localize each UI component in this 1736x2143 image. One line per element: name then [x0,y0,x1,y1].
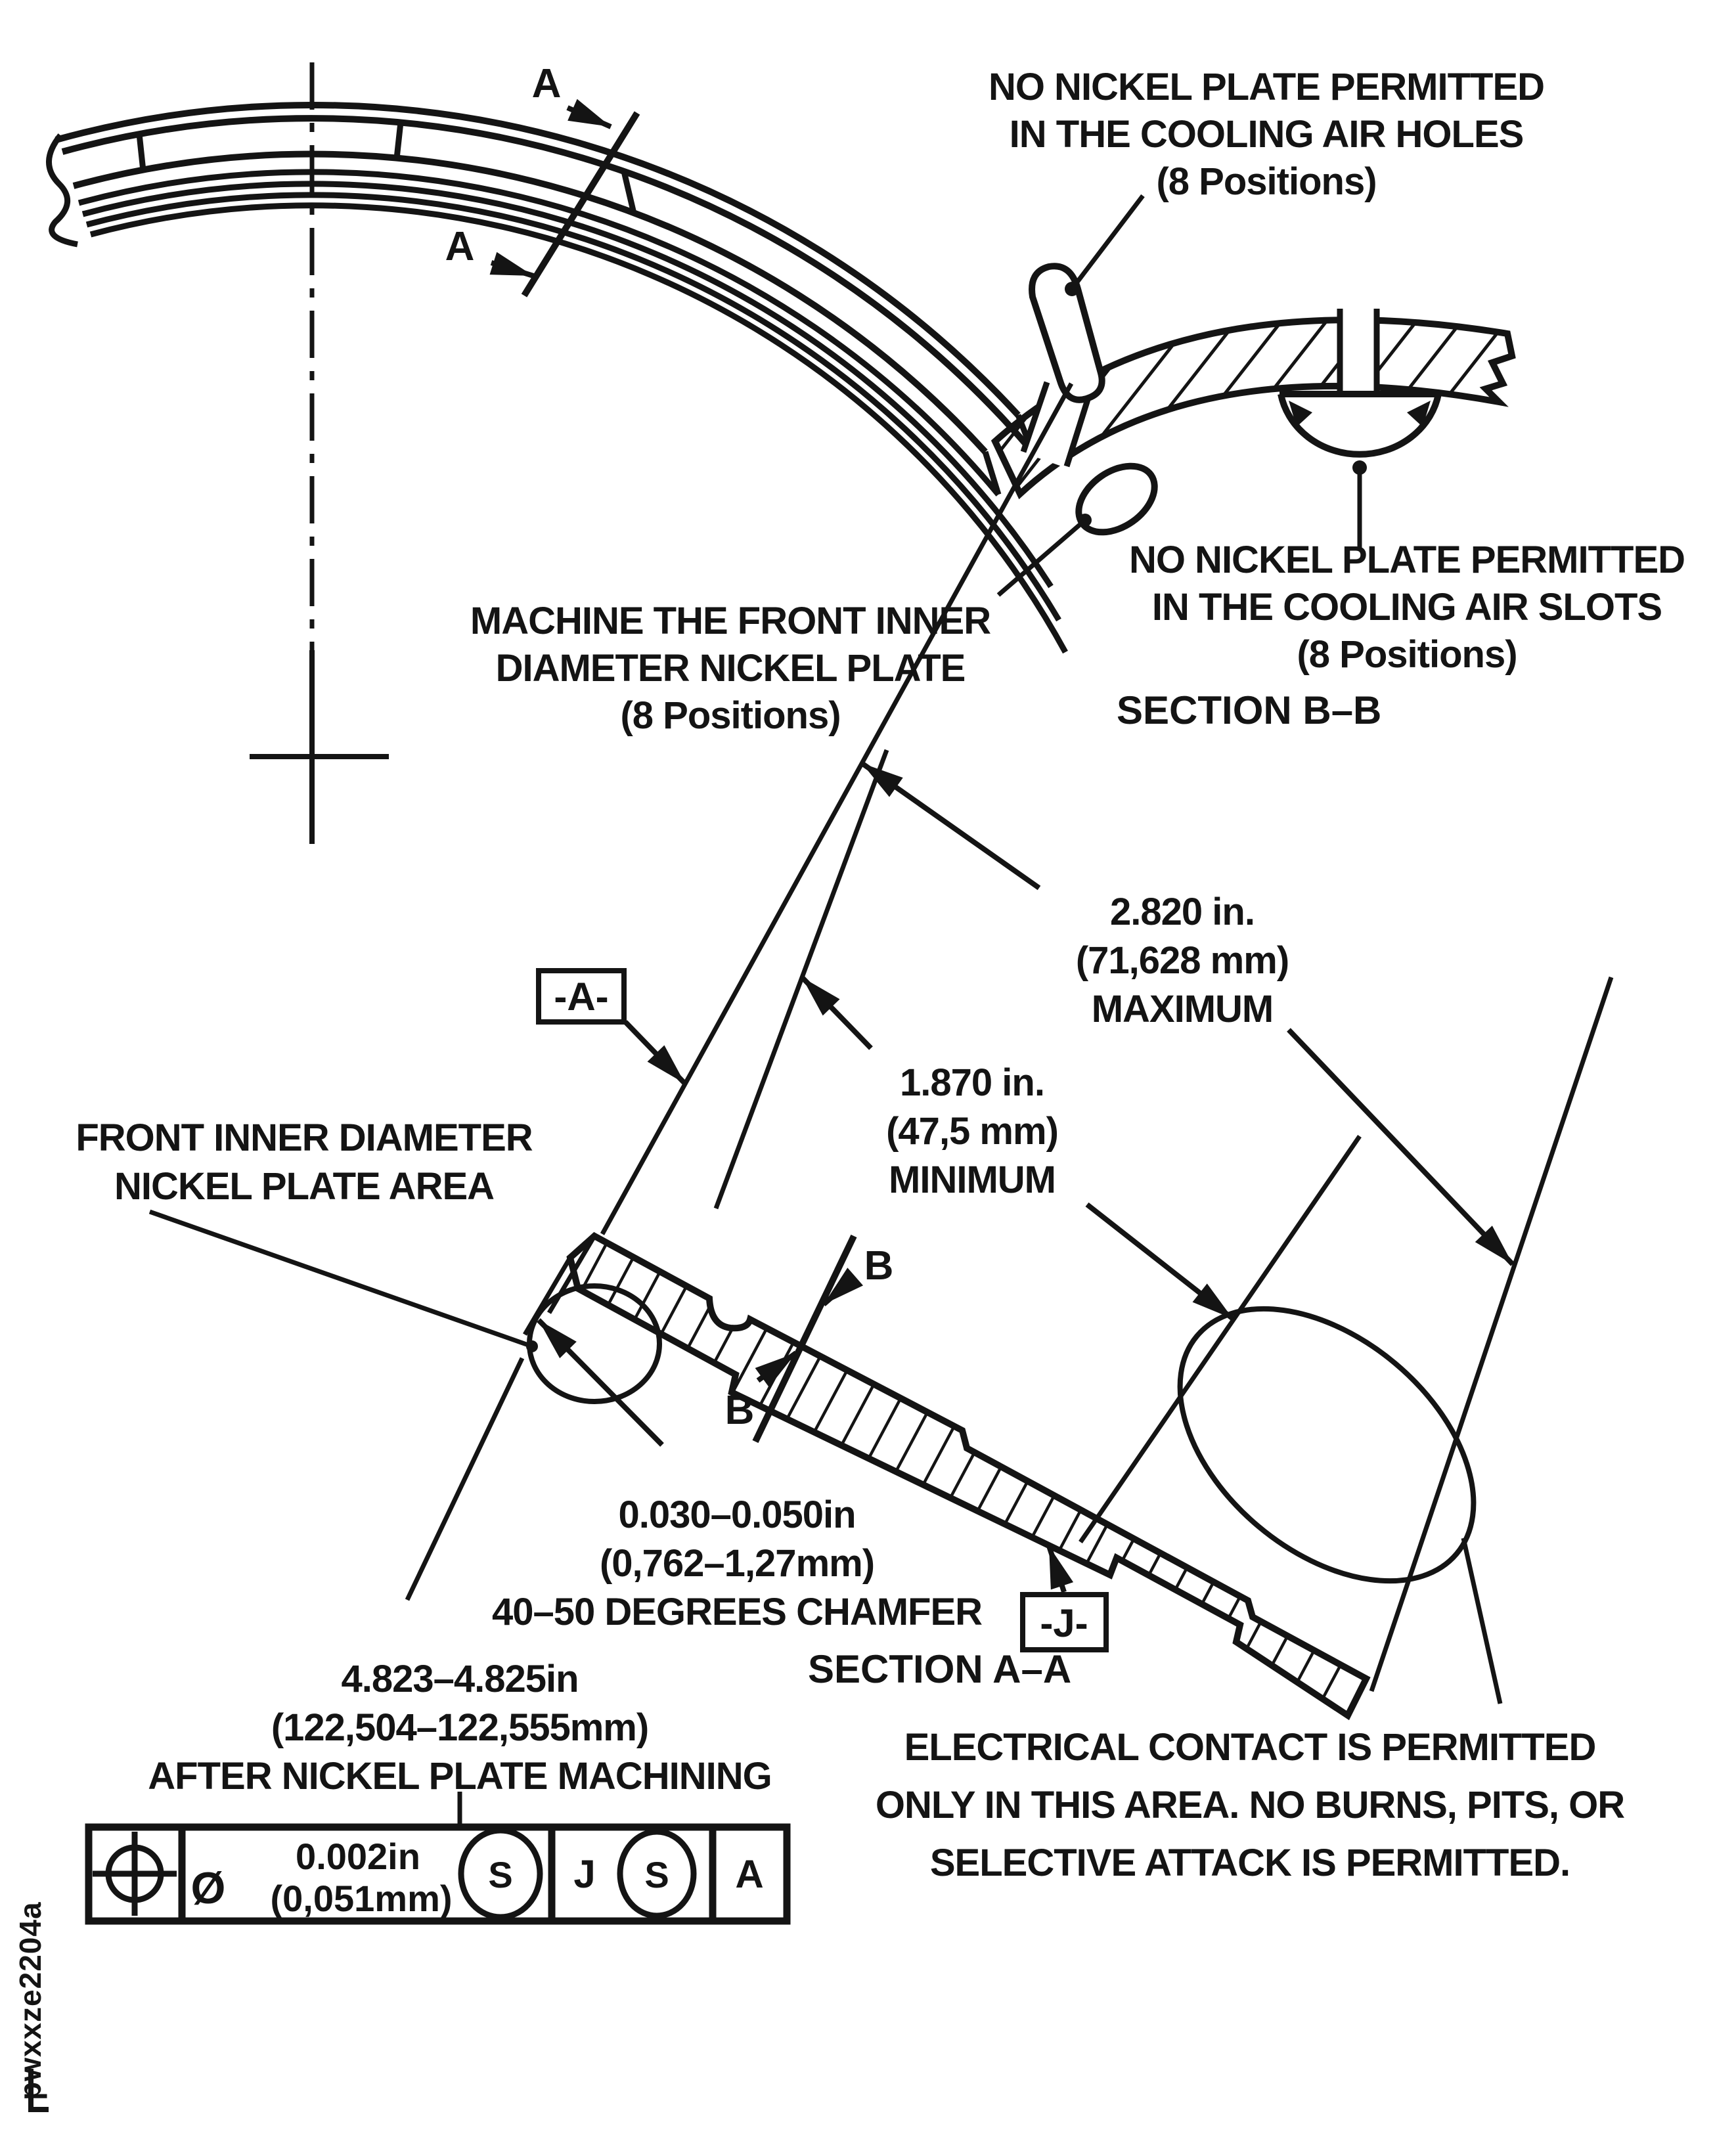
segment-tick-2 [397,122,401,158]
dim-max-arrow-left [862,763,1039,888]
bb-capsule-leader [1072,196,1143,289]
ext-line-right-inner [1080,1136,1360,1542]
dim-min-qualifier: MINIMUM [889,1159,1056,1201]
fcf-datum-ref-2: A [735,1852,764,1896]
dim-chamfer-mm: (0,762–1,27mm) [599,1542,875,1585]
dim-chamfer-qualifier: 40–50 DEGREES CHAMFER [491,1591,983,1633]
cut-arrow-a-top [568,108,611,127]
note-slots-line3: (8 Positions) [1297,633,1517,676]
feature-control-frame [89,1792,787,1921]
note-holes-line2: IN THE COOLING AIR HOLES [1009,113,1524,156]
dim-min-arrow-right [1087,1204,1233,1319]
dim-min-arrow-left [802,977,871,1048]
section-aa-title: SECTION A–A [808,1647,1072,1691]
cut-label-a-bottom: A [445,224,475,269]
note-slots-line1: NO NICKEL PLATE PERMITTED [1128,539,1685,581]
segment-tick-1 [139,134,143,171]
note-electrical-line3: SELECTIVE ATTACK IS PERMITTED. [929,1842,1570,1884]
bb-nickel-plate-oval [1066,453,1167,546]
front-inner-leader-dot [526,1340,538,1352]
note-machine-line2: DIAMETER NICKEL PLATE [495,647,966,690]
datum-a-arrow [625,1022,685,1084]
dim-bore-in: 4.823–4.825in [341,1658,579,1700]
note-holes-line1: NO NICKEL PLATE PERMITTED [988,66,1545,108]
datum-j-flag-label: -J- [1040,1601,1088,1645]
note-front-inner-line2: NICKEL PLATE AREA [114,1165,495,1208]
section-bb-title: SECTION B–B [1117,688,1382,732]
fcf-tolerance-mm: (0,051mm) [270,1878,453,1919]
fcf-modifier-2: S [644,1854,669,1895]
ext-line-right-outer [1371,977,1611,1691]
plan-view [49,61,1065,844]
note-electrical-line1: ELECTRICAL CONTACT IS PERMITTED [904,1726,1596,1769]
dim-max-in: 2.820 in. [1110,891,1255,933]
note-holes-line3: (8 Positions) [1156,160,1377,203]
ext-line-left-outer [602,384,1071,1234]
figure-code-block [13,1901,49,2110]
dim-max-arrow-right [1289,1030,1513,1264]
dim-min-mm: (47,5 mm) [886,1110,1058,1153]
electrical-leader [1463,1538,1500,1704]
dim-max-qualifier: MAXIMUM [1091,988,1274,1030]
arc-4 [79,172,998,495]
cut-label-b-bottom: B [724,1388,755,1433]
chamfer-ext-line-2 [525,1258,570,1335]
fcf-datum-ref-1: J [573,1852,596,1896]
note-front-inner-line1: FRONT INNER DIAMETER [76,1116,533,1159]
fcf-modifier-1: S [488,1854,513,1895]
dim-min-in: 1.870 in. [900,1061,1044,1104]
cut-label-b-top: B [864,1243,894,1289]
dim-bore-mm: (122,504–122,555mm) [271,1706,649,1749]
bb-cooling-slot-fill [1281,394,1438,454]
aa-nickel-area-circle [529,1286,659,1402]
front-inner-leader [150,1212,532,1346]
bore-leader [407,1358,522,1600]
dim-max-mm: (71,628 mm) [1075,939,1289,982]
note-machine-line1: MACHINE THE FRONT INNER [470,600,991,642]
bb-cooling-hole-channel [1340,311,1377,393]
figure-code-text: pwxxze2204a [13,1901,47,2100]
dim-chamfer-in: 0.030–0.050in [618,1493,856,1536]
datum-a-flag-label: -A- [554,975,609,1019]
note-electrical-line2: ONLY IN THIS AREA. NO BURNS, PITS, OR [875,1784,1625,1826]
fcf-diameter-symbol: Ø [190,1863,226,1913]
note-machine-line3: (8 Positions) [620,694,841,737]
dim-bore-qualifier: AFTER NICKEL PLATE MACHINING [148,1755,772,1798]
fcf-tolerance-in: 0.002in [296,1836,420,1877]
note-slots-line2: IN THE COOLING AIR SLOTS [1151,586,1662,629]
cut-label-a-top: A [531,61,562,106]
cut-arrow-a-bottom [491,263,533,276]
